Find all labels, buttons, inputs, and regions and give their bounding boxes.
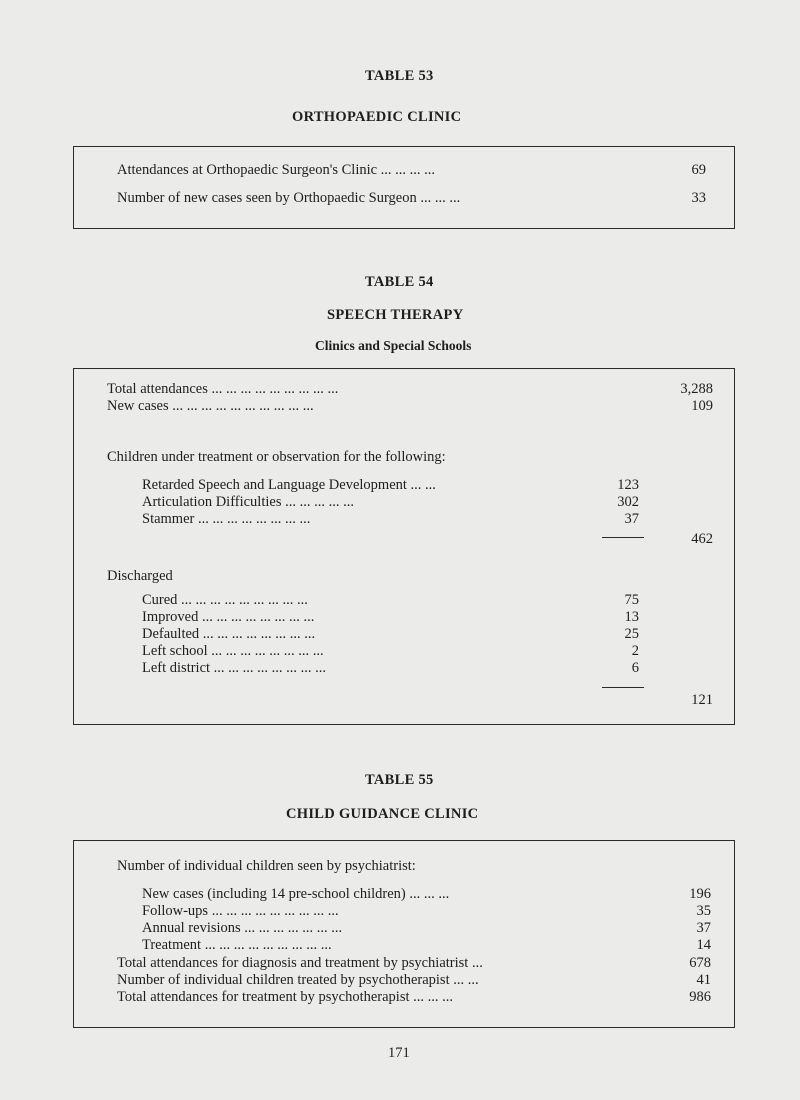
list-item: Defaulted ... ... ... ... ... ... ... ...: [142, 626, 316, 642]
list-item-value: 6: [631, 660, 639, 676]
treatment-total: 462: [691, 531, 713, 547]
table-54-subtitle: Clinics and Special Schools: [315, 338, 472, 353]
table-row-value: 986: [689, 989, 711, 1005]
list-item-value: 25: [624, 626, 639, 642]
list-item: Improved ... ... ... ... ... ... ... ...: [142, 609, 315, 625]
table-row: Number of individual children treated by psychotherapist ... ...: [117, 972, 479, 988]
total-rule: [602, 687, 644, 688]
table-55-box: [73, 840, 735, 1028]
table-row-value: 41: [696, 972, 711, 988]
list-item-value: 302: [617, 494, 639, 510]
list-item-value: 123: [617, 477, 639, 493]
discharged-heading: Discharged: [107, 568, 173, 584]
list-item: Retarded Speech and Language Development ... ...: [142, 477, 436, 493]
list-item: Stammer ... ... ... ... ... ... ... ...: [142, 511, 311, 527]
list-item: Treatment ... ... ... ... ... ... ... ... ...: [142, 937, 332, 953]
list-item: Annual revisions ... ... ... ... ... ... ...: [142, 920, 343, 936]
list-item-value: 35: [696, 903, 711, 919]
list-item: Left school ... ... ... ... ... ... ... ...: [142, 643, 324, 659]
list-item: Left district ... ... ... ... ... ... ... ...: [142, 660, 327, 676]
table-53-box: [73, 146, 735, 229]
table-row: Total attendances for diagnosis and treatment by psychiatrist ...: [117, 955, 483, 971]
list-item: Follow-ups ... ... ... ... ... ... ... ... ...: [142, 903, 339, 919]
table-row: Attendances at Orthopaedic Surgeon's Clinic ... ... ... ...: [117, 162, 436, 178]
list-item: Cured ... ... ... ... ... ... ... ... ...: [142, 592, 308, 608]
table-row: Total attendances ... ... ... ... ... ... ... ... ...: [107, 381, 339, 397]
table-54-title: SPEECH THERAPY: [327, 307, 464, 323]
table-55-heading: Number of individual children seen by psychiatrist:: [117, 858, 416, 874]
table-row-value: 33: [691, 190, 706, 206]
table-row-value: 69: [691, 162, 706, 178]
list-item: New cases (including 14 pre-school children) ... ... ...: [142, 886, 450, 902]
table-row-value: 109: [691, 398, 713, 414]
table-53-title: ORTHOPAEDIC CLINIC: [292, 109, 462, 125]
page-number: 171: [388, 1045, 410, 1061]
table-row: Number of new cases seen by Orthopaedic Surgeon ... ... ...: [117, 190, 461, 206]
treatment-heading: Children under treatment or observation for the following:: [107, 449, 446, 465]
list-item: Articulation Difficulties ... ... ... ... ...: [142, 494, 354, 510]
discharged-total: 121: [691, 692, 713, 708]
list-item-value: 75: [624, 592, 639, 608]
total-rule: [602, 537, 644, 538]
list-item-value: 14: [696, 937, 711, 953]
list-item-value: 37: [624, 511, 639, 527]
list-item-value: 13: [624, 609, 639, 625]
table-55-number: TABLE 55: [365, 772, 434, 788]
list-item-value: 196: [689, 886, 711, 902]
table-54-box: [73, 368, 735, 725]
table-row: Total attendances for treatment by psychotherapist ... ... ...: [117, 989, 454, 1005]
table-row: New cases ... ... ... ... ... ... ... ... ... ...: [107, 398, 314, 414]
list-item-value: 2: [631, 643, 639, 659]
table-row-value: 678: [689, 955, 711, 971]
table-54-number: TABLE 54: [365, 274, 434, 290]
list-item-value: 37: [696, 920, 711, 936]
table-row-value: 3,288: [680, 381, 713, 397]
table-55-title: CHILD GUIDANCE CLINIC: [286, 806, 479, 822]
table-53-number: TABLE 53: [365, 68, 434, 84]
